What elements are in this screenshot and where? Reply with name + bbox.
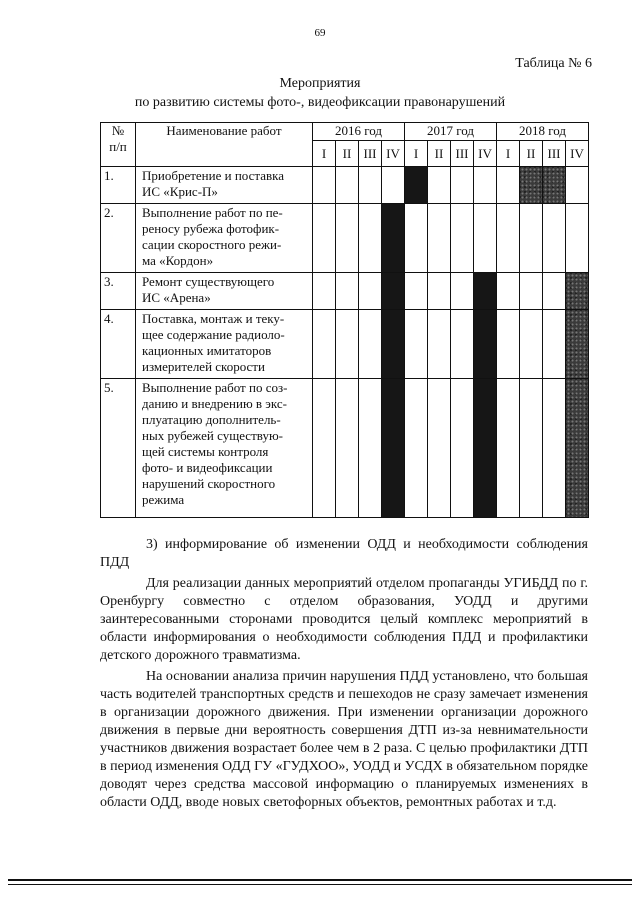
quarter-cell	[566, 167, 589, 204]
quarter-header: IV	[566, 141, 589, 167]
quarter-cell	[405, 310, 428, 379]
quarter-cell	[336, 204, 359, 273]
quarter-header: I	[405, 141, 428, 167]
quarter-cell	[451, 310, 474, 379]
quarter-header: II	[520, 141, 543, 167]
quarter-cell	[497, 379, 520, 518]
quarter-cell	[336, 310, 359, 379]
quarter-cell	[497, 204, 520, 273]
quarter-cell-active	[520, 167, 543, 204]
page-number: 69	[314, 27, 326, 39]
quarter-header: I	[497, 141, 520, 167]
quarter-cell	[497, 273, 520, 310]
quarter-cell	[451, 273, 474, 310]
quarter-cell	[336, 273, 359, 310]
quarter-header: III	[359, 141, 382, 167]
schedule-table	[100, 122, 589, 518]
header-work-name: Наименование работ	[136, 123, 313, 167]
quarter-cell-active	[566, 379, 589, 518]
quarter-cell	[520, 310, 543, 379]
quarter-cell	[405, 273, 428, 310]
body-text	[100, 536, 588, 812]
quarter-cell	[382, 167, 405, 204]
paragraph-info-heading: 3) информирование об изменении ОДД и необходимости соблюдения ПДД	[100, 537, 588, 570]
row-number: 2.	[101, 204, 136, 273]
quarter-cell	[405, 204, 428, 273]
table-row	[101, 273, 589, 310]
table-row	[101, 167, 589, 204]
quarter-header: I	[313, 141, 336, 167]
quarter-cell-active	[543, 167, 566, 204]
quarter-header: III	[543, 141, 566, 167]
quarter-cell-active	[382, 310, 405, 379]
quarter-header: II	[428, 141, 451, 167]
quarter-cell	[359, 167, 382, 204]
quarter-cell	[428, 310, 451, 379]
quarter-cell	[566, 204, 589, 273]
quarter-cell	[313, 379, 336, 518]
quarter-header: II	[336, 141, 359, 167]
row-work-name: Выполнение работ по соз- данию и внедрению в экс- плуатацию дополнитель- ных рубежей существую- щей системы контроля фото- и видеофиксации нарушений скоростного режима	[136, 379, 313, 518]
quarter-header: III	[451, 141, 474, 167]
quarter-cell	[543, 379, 566, 518]
quarter-header: IV	[474, 141, 497, 167]
quarter-cell-active	[474, 379, 497, 518]
quarter-cell-active	[566, 273, 589, 310]
table-row	[101, 310, 589, 379]
quarter-cell	[451, 167, 474, 204]
quarter-cell	[359, 379, 382, 518]
table-label: Таблица № 6	[515, 56, 592, 71]
quarter-cell	[428, 204, 451, 273]
table-title	[0, 74, 640, 112]
quarter-cell	[497, 167, 520, 204]
quarter-cell	[336, 167, 359, 204]
quarter-cell-active	[474, 273, 497, 310]
footer-rule	[8, 879, 632, 881]
paragraph-analysis: На основании анализа причин нарушения ПДД установлено, что большая часть водителей транспортных средств и пешеходов не сразу замечает изменения в организации дорожного движения. При изменении организации дорожного движения в первые дни вероятность совершения ДТП из-за невнимательности участников движения возрастает более чем в 2 раза. С целью профилактики ДТП в период изменения ОДД ГУ «ГУДХОО», УОДД и УСДХ в обязательном порядке доводят через средства массовой информацию о планируемых изменениях в области ОДД, вводе новых светофорных объектов, ремонтных работах и т.д.	[100, 669, 588, 810]
quarter-cell-active	[382, 204, 405, 273]
row-work-name: Поставка, монтаж и теку- щее содержание радиоло- кационных имитаторов измерителей скорости	[136, 310, 313, 379]
quarter-cell	[474, 167, 497, 204]
quarter-cell	[428, 167, 451, 204]
quarter-cell	[336, 379, 359, 518]
quarter-cell-active	[474, 310, 497, 379]
quarter-cell	[520, 273, 543, 310]
footer-rule-thin	[8, 884, 632, 885]
quarter-cell	[313, 273, 336, 310]
header-year-2016: 2016 год	[313, 123, 405, 141]
quarter-cell	[428, 273, 451, 310]
quarter-header: IV	[382, 141, 405, 167]
quarter-cell	[520, 379, 543, 518]
quarter-cell	[520, 204, 543, 273]
header-year-2017: 2017 год	[405, 123, 497, 141]
row-work-name: Выполнение работ по пе- реносу рубежа фотофик- сации скоростного режи- ма «Кордон»	[136, 204, 313, 273]
quarter-cell	[497, 310, 520, 379]
quarter-cell-active	[382, 379, 405, 518]
quarter-cell	[313, 204, 336, 273]
quarter-cell	[451, 379, 474, 518]
quarter-cell-active	[566, 310, 589, 379]
quarter-cell	[313, 167, 336, 204]
table-row	[101, 379, 589, 518]
title-line-2: по развитию системы фото-, видеофиксации правонарушений	[134, 95, 506, 110]
quarter-cell	[405, 379, 428, 518]
quarter-cell	[543, 273, 566, 310]
quarter-cell	[451, 204, 474, 273]
row-number: 3.	[101, 273, 136, 310]
row-number: 1.	[101, 167, 136, 204]
quarter-cell	[359, 204, 382, 273]
quarter-cell	[474, 204, 497, 273]
quarter-cell-active	[405, 167, 428, 204]
row-work-name: Приобретение и поставка ИС «Крис-П»	[136, 167, 313, 204]
quarter-cell	[359, 273, 382, 310]
quarter-cell	[313, 310, 336, 379]
row-number: 4.	[101, 310, 136, 379]
row-work-name: Ремонт существующего ИС «Арена»	[136, 273, 313, 310]
quarter-cell	[543, 310, 566, 379]
quarter-cell	[428, 379, 451, 518]
header-year-2018: 2018 год	[497, 123, 589, 141]
title-line-1: Мероприятия	[279, 76, 361, 91]
quarter-cell	[359, 310, 382, 379]
table-row	[101, 204, 589, 273]
row-number: 5.	[101, 379, 136, 518]
header-number: № п/п	[101, 123, 136, 167]
quarter-cell-active	[382, 273, 405, 310]
quarter-cell	[543, 204, 566, 273]
paragraph-propaganda: Для реализации данных мероприятий отделом пропаганды УГИБДД по г. Оренбургу совместно с отделом образования, УОДД и другими заинтересованными сторонами проводится целый комплекс мероприятий в области информирования о необходимости соблюдения ПДД и профилактики детского дорожного травматизма.	[100, 576, 588, 663]
